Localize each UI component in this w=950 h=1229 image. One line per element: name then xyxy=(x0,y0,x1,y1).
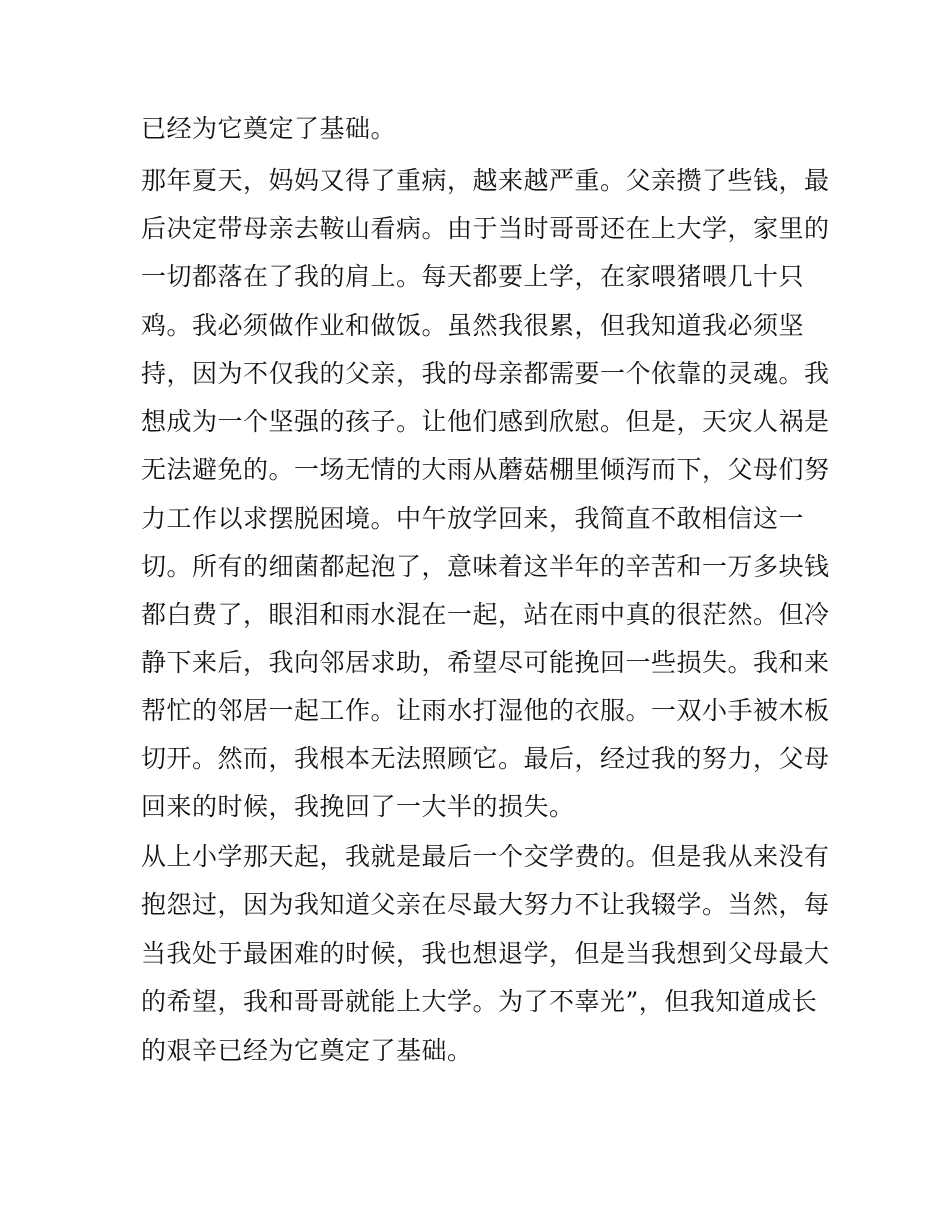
text-line: 后决定带母亲去鞍山看病。由于当时哥哥还在上大学，家里的 xyxy=(141,214,830,243)
text-line: 无法避免的。一场无情的大雨从蘑菇棚里倾泻而下，父母们努 xyxy=(141,455,830,484)
text-line: 静下来后，我向邻居求助，希望尽可能挽回一些损失。我和来 xyxy=(141,648,830,677)
text-line: 持，因为不仅我的父亲，我的母亲都需要一个依靠的灵魂。我 xyxy=(141,359,830,388)
text-line: 从上小学那天起，我就是最后一个交学费的。但是我从来没有 xyxy=(141,842,830,871)
text-line: 的艰辛已经为它奠定了基础。 xyxy=(141,1036,473,1065)
text-line: 回来的时候，我挽回了一大半的损失。 xyxy=(141,792,575,821)
text-line: 的希望，我和哥哥就能上大学。为了不辜光”，但我知道成长 xyxy=(141,987,818,1016)
text-line: 切。所有的细菌都起泡了，意味着这半年的辛苦和一万多块钱 xyxy=(141,552,830,581)
text-line: 已经为它奠定了基础。 xyxy=(141,114,397,143)
text-line: 一切都落在了我的肩上。每天都要上学，在家喂猪喂几十只 xyxy=(141,262,805,291)
text-line: 抱怨过，因为我知道父亲在尽最大努力不让我辍学。当然，每 xyxy=(141,890,830,919)
text-line: 想成为一个坚强的孩子。让他们感到欣慰。但是，天灾人祸是 xyxy=(141,407,830,436)
text-line: 都白费了，眼泪和雨水混在一起，站在雨中真的很茫然。但冷 xyxy=(141,600,830,629)
text-line: 力工作以求摆脱困境。中午放学回来，我简直不敢相信这一 xyxy=(141,504,805,533)
text-line: 鸡。我必须做作业和做饭。虽然我很累，但我知道我必须坚 xyxy=(141,311,805,340)
text-line: 当我处于最困难的时候，我也想退学，但是当我想到父母最大 xyxy=(141,939,830,968)
text-line: 切开。然而，我根本无法照顾它。最后，经过我的努力，父母 xyxy=(141,744,830,773)
text-line: 那年夏天，妈妈又得了重病，越来越严重。父亲攒了些钱，最 xyxy=(141,166,830,195)
text-line: 帮忙的邻居一起工作。让雨水打湿他的衣服。一双小手被木板 xyxy=(141,696,830,725)
